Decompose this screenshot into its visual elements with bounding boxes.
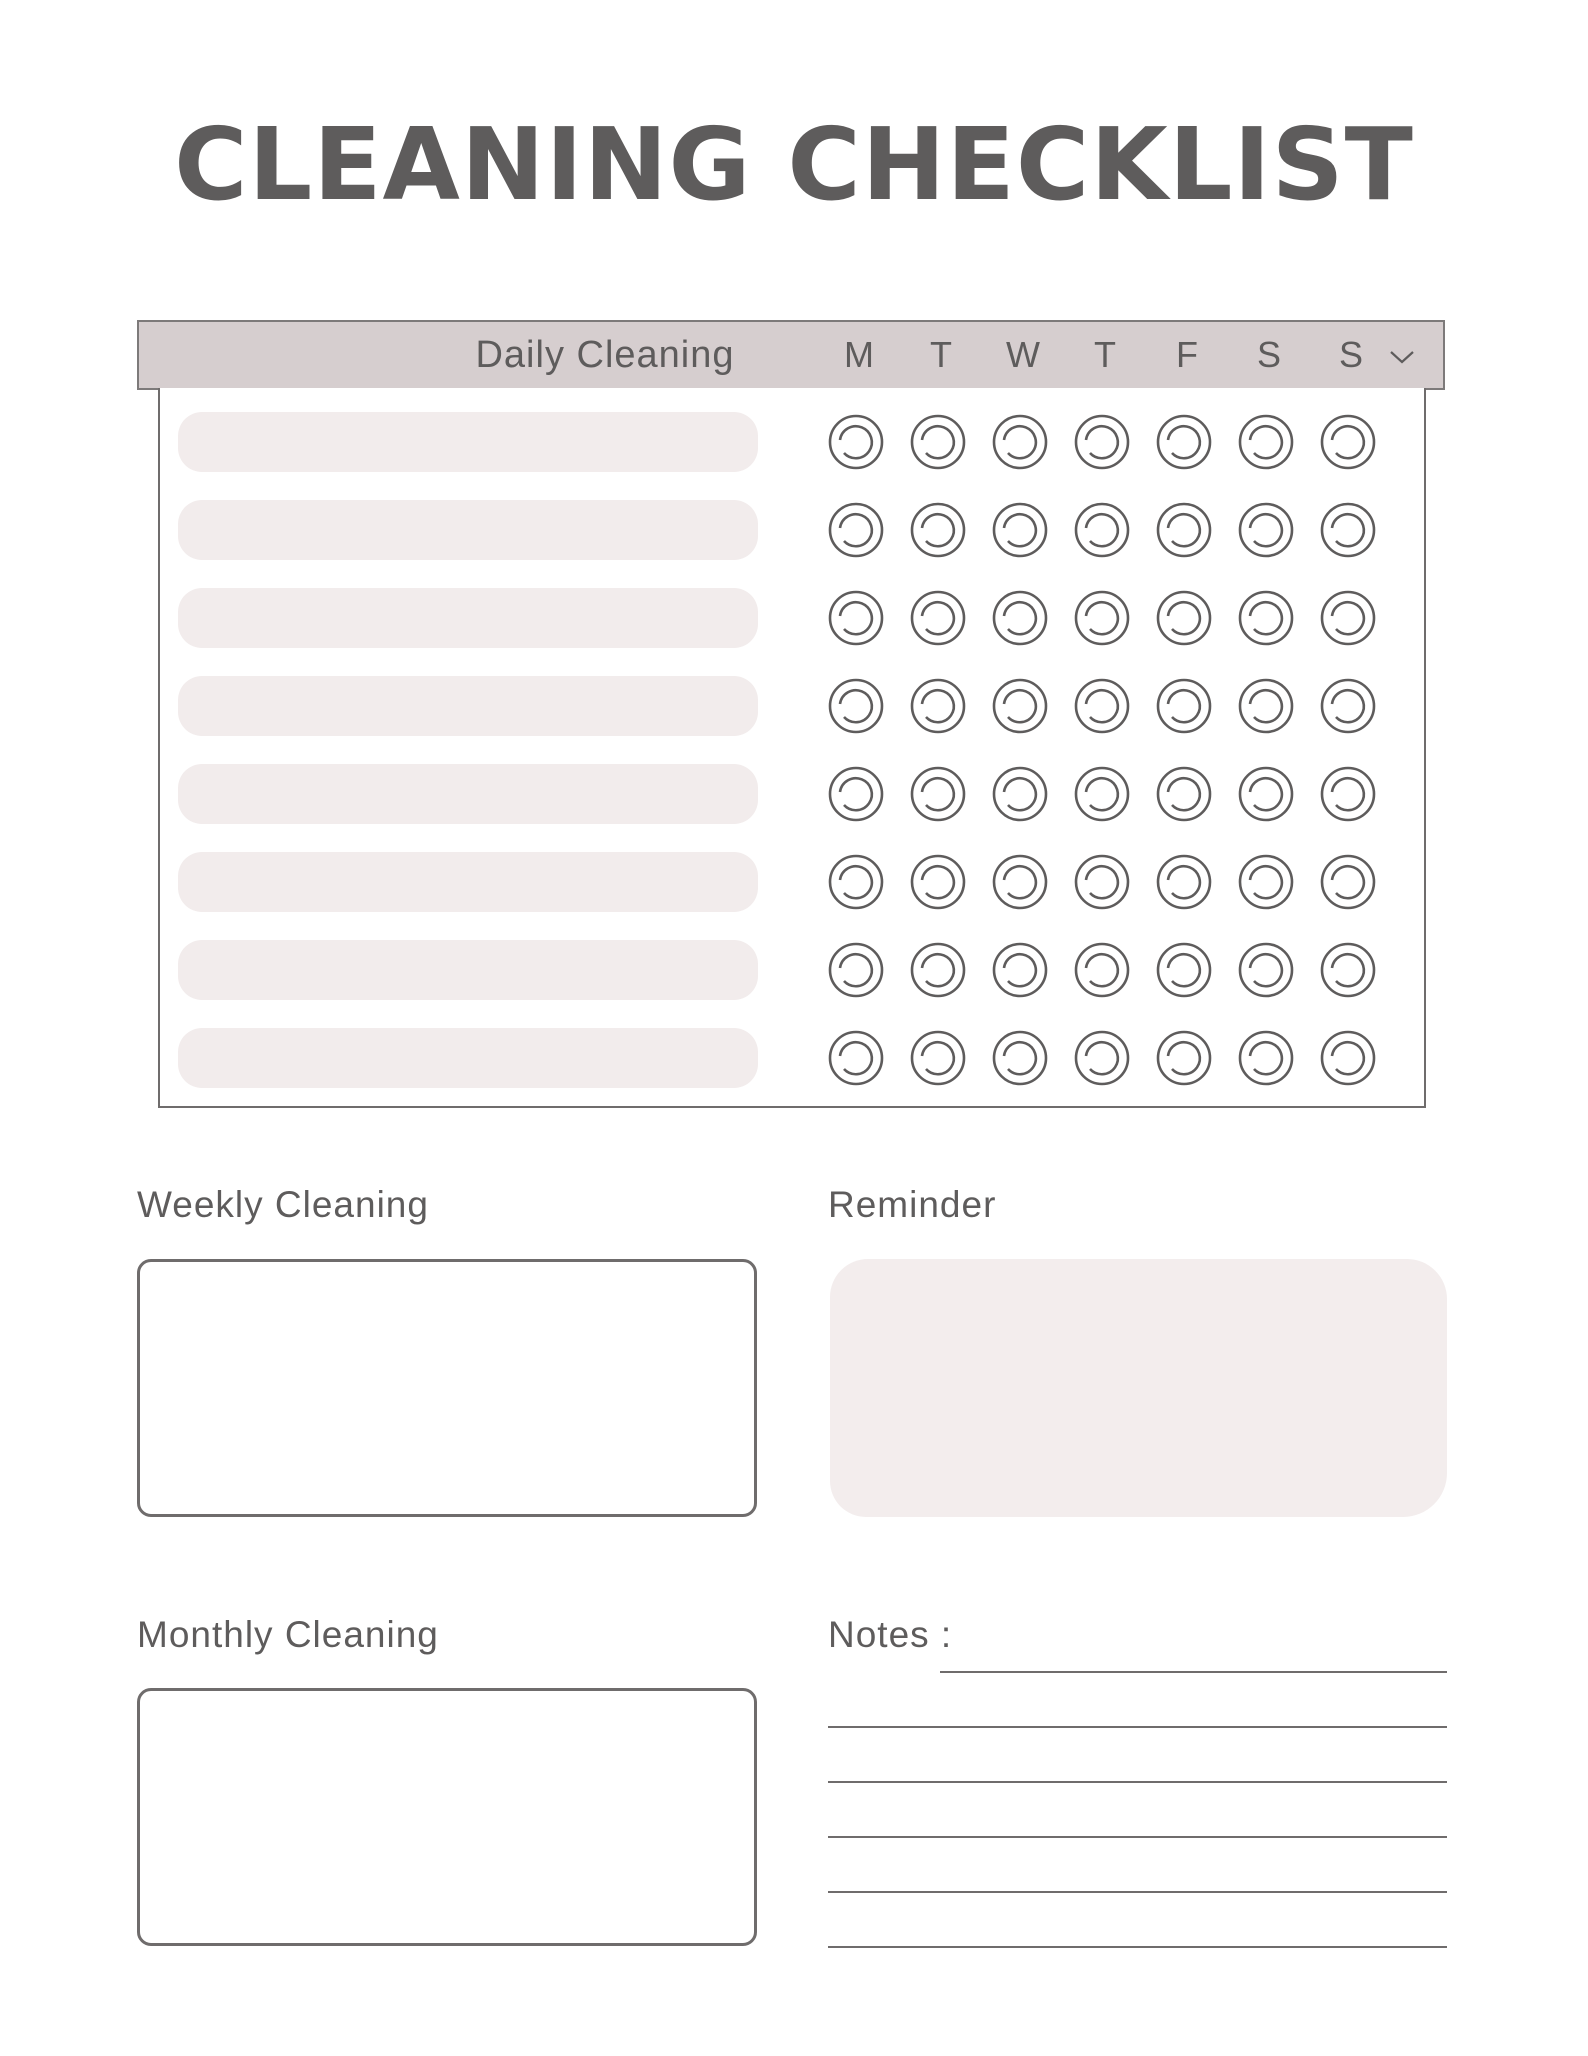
- check-circle-icon[interactable]: [909, 589, 967, 647]
- check-circle-icon[interactable]: [991, 853, 1049, 911]
- check-circle-icon[interactable]: [1155, 1029, 1213, 1087]
- notes-label: Notes :: [828, 1614, 953, 1655]
- page-title: CLEANING CHECKLIST: [174, 106, 1414, 223]
- check-circle-icon[interactable]: [1073, 413, 1131, 471]
- reminder-box[interactable]: [830, 1259, 1447, 1517]
- reminder-label: Reminder: [828, 1184, 997, 1225]
- notes-line[interactable]: [828, 1946, 1447, 1948]
- notes-line[interactable]: [828, 1836, 1447, 1838]
- notes-line[interactable]: [828, 1891, 1447, 1893]
- check-circle-icon[interactable]: [1073, 501, 1131, 559]
- check-circle-icon[interactable]: [909, 501, 967, 559]
- check-circle-icon[interactable]: [1073, 941, 1131, 999]
- notes-line[interactable]: [940, 1671, 1447, 1673]
- task-bar[interactable]: [178, 940, 758, 1000]
- check-circle-icon[interactable]: [1155, 853, 1213, 911]
- check-circle-icon[interactable]: [991, 1029, 1049, 1087]
- check-circle-icon[interactable]: [1073, 853, 1131, 911]
- check-circle-icon[interactable]: [1319, 589, 1377, 647]
- check-circle-icon[interactable]: [827, 765, 885, 823]
- task-bar[interactable]: [178, 412, 758, 472]
- check-circle-icon[interactable]: [991, 413, 1049, 471]
- day-label-tuesday: T: [930, 334, 952, 375]
- check-circle-icon[interactable]: [909, 1029, 967, 1087]
- check-circle-icon[interactable]: [909, 853, 967, 911]
- weekly-cleaning-label: Weekly Cleaning: [137, 1184, 429, 1225]
- check-circle-icon[interactable]: [1237, 501, 1295, 559]
- check-circle-icon[interactable]: [1319, 413, 1377, 471]
- day-label-friday: F: [1176, 334, 1198, 375]
- task-bar[interactable]: [178, 764, 758, 824]
- check-circle-icon[interactable]: [909, 677, 967, 735]
- check-circle-icon[interactable]: [827, 677, 885, 735]
- check-circle-icon[interactable]: [991, 589, 1049, 647]
- check-circle-icon[interactable]: [909, 765, 967, 823]
- check-circle-icon[interactable]: [1237, 589, 1295, 647]
- monthly-cleaning-box[interactable]: [137, 1688, 757, 1946]
- check-circle-icon[interactable]: [827, 501, 885, 559]
- check-circle-icon[interactable]: [1155, 765, 1213, 823]
- check-circle-icon[interactable]: [1237, 1029, 1295, 1087]
- check-circle-icon[interactable]: [827, 941, 885, 999]
- day-label-saturday: S: [1256, 334, 1281, 375]
- check-circle-icon[interactable]: [1073, 1029, 1131, 1087]
- check-circle-icon[interactable]: [909, 941, 967, 999]
- daily-cleaning-header: [137, 320, 1445, 390]
- notes-line[interactable]: [828, 1781, 1447, 1783]
- check-circle-icon[interactable]: [1073, 765, 1131, 823]
- daily-cleaning-grid: [158, 388, 1426, 1108]
- check-circle-icon[interactable]: [1237, 677, 1295, 735]
- check-circle-icon[interactable]: [909, 413, 967, 471]
- check-circle-icon[interactable]: [1073, 677, 1131, 735]
- check-circle-icon[interactable]: [991, 677, 1049, 735]
- check-circle-icon[interactable]: [827, 589, 885, 647]
- check-circle-icon[interactable]: [1237, 941, 1295, 999]
- check-circle-icon[interactable]: [1319, 501, 1377, 559]
- weekly-cleaning-box[interactable]: [137, 1259, 757, 1517]
- day-label-monday: M: [844, 334, 874, 375]
- check-circle-icon[interactable]: [1073, 589, 1131, 647]
- task-bar[interactable]: [178, 852, 758, 912]
- check-circle-icon[interactable]: [991, 765, 1049, 823]
- monthly-cleaning-label: Monthly Cleaning: [137, 1614, 439, 1655]
- day-label-wednesday: W: [1006, 334, 1040, 375]
- task-bar[interactable]: [178, 1028, 758, 1088]
- day-label-sunday: S: [1338, 334, 1363, 375]
- check-circle-icon[interactable]: [827, 413, 885, 471]
- task-bar[interactable]: [178, 588, 758, 648]
- notes-line[interactable]: [828, 1726, 1447, 1728]
- check-circle-icon[interactable]: [827, 853, 885, 911]
- check-circle-icon[interactable]: [1155, 677, 1213, 735]
- check-circle-icon[interactable]: [1319, 853, 1377, 911]
- check-circle-icon[interactable]: [1319, 1029, 1377, 1087]
- check-circle-icon[interactable]: [991, 501, 1049, 559]
- task-bar[interactable]: [178, 676, 758, 736]
- check-circle-icon[interactable]: [1237, 765, 1295, 823]
- check-circle-icon[interactable]: [827, 1029, 885, 1087]
- check-circle-icon[interactable]: [1155, 413, 1213, 471]
- daily-cleaning-label: Daily Cleaning: [475, 334, 735, 376]
- check-circle-icon[interactable]: [1155, 589, 1213, 647]
- check-circle-icon[interactable]: [1155, 941, 1213, 999]
- check-circle-icon[interactable]: [991, 941, 1049, 999]
- day-label-thursday: T: [1094, 334, 1116, 375]
- check-circle-icon[interactable]: [1319, 941, 1377, 999]
- check-circle-icon[interactable]: [1237, 413, 1295, 471]
- chevron-down-icon[interactable]: [1387, 344, 1417, 368]
- check-circle-icon[interactable]: [1319, 677, 1377, 735]
- check-circle-icon[interactable]: [1237, 853, 1295, 911]
- check-circle-icon[interactable]: [1319, 765, 1377, 823]
- check-circle-icon[interactable]: [1155, 501, 1213, 559]
- task-bar[interactable]: [178, 500, 758, 560]
